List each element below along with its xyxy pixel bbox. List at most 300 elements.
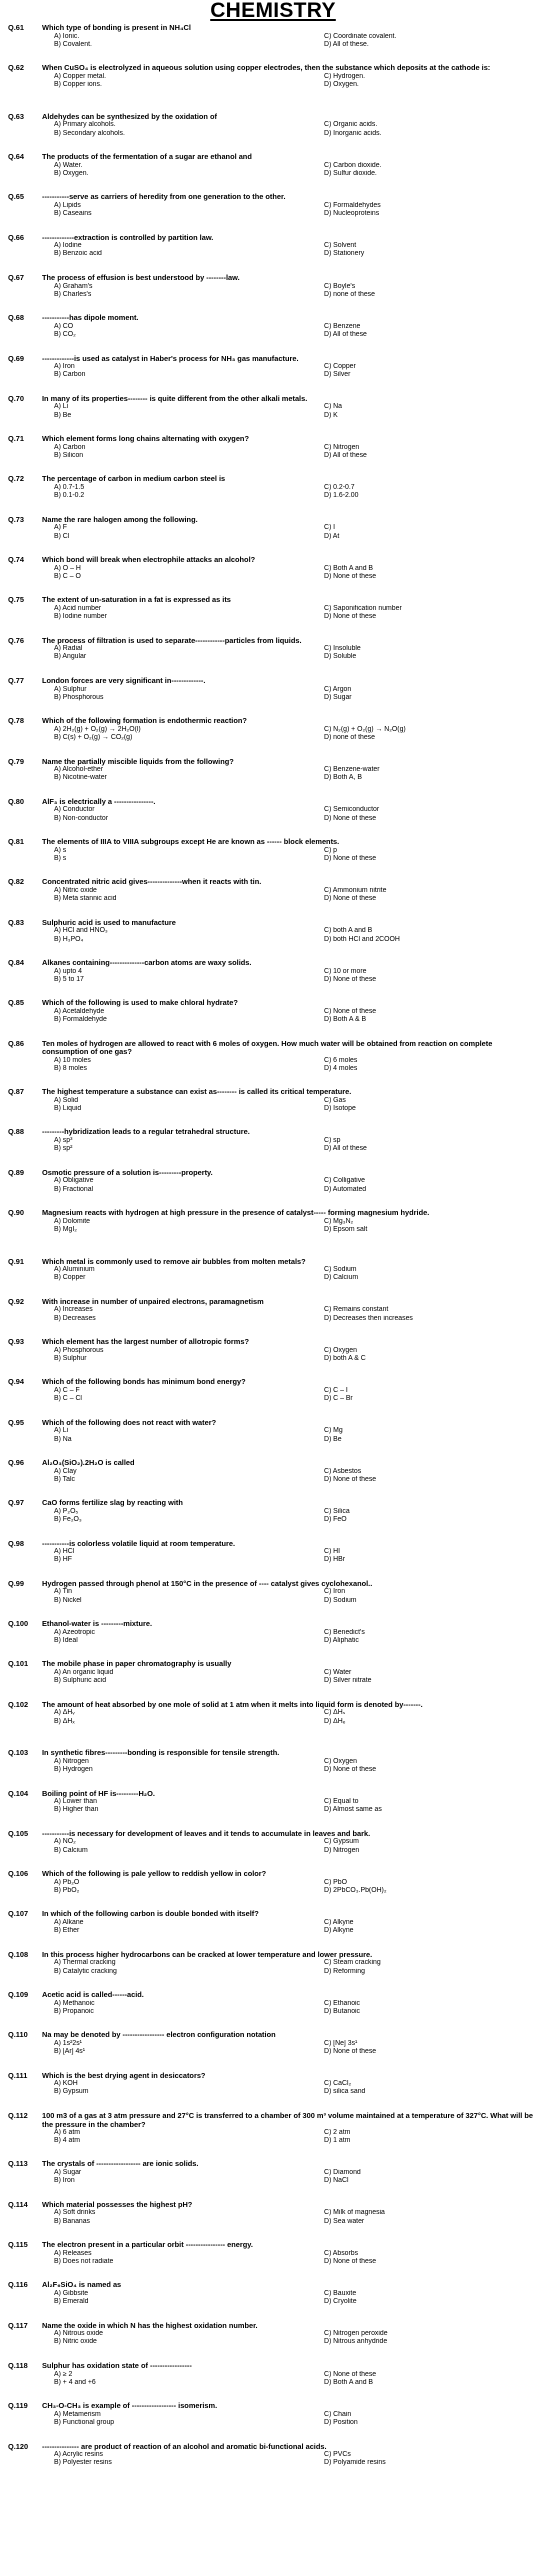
question-block — [8, 876, 540, 916]
question-text: -------------is used as catalyst in Haber's process for NH₃ gas manufacture. — [42, 353, 299, 363]
answer-option: C) Silica — [324, 1507, 350, 1515]
answer-option: D) Inorganic acids. — [324, 129, 382, 137]
answer-option: B) Nicotine-water — [54, 774, 107, 782]
question-text: Which of the following does not react with water? — [42, 1417, 217, 1427]
question-header — [8, 314, 540, 323]
answer-option: B) Liquid — [54, 1104, 82, 1112]
question-block — [8, 1376, 540, 1416]
question-text: Al₂O₃(SiO₂).2H₂O is called — [42, 1458, 135, 1467]
answer-option: D) Alkyne — [324, 1927, 354, 1935]
question-header — [8, 999, 540, 1008]
answer-option: D) Oxygen. — [324, 81, 359, 89]
answer-option: A) Graham's — [54, 282, 93, 290]
answer-option: A) Acid number — [54, 604, 102, 612]
question-number: Q.115 — [8, 2240, 28, 2250]
answer-options — [54, 1919, 540, 1935]
answer-options — [54, 1588, 540, 1604]
answer-options — [54, 524, 540, 540]
answer-option: A) Copper metal. — [54, 72, 107, 80]
answer-option: C) Asbestos — [324, 1467, 362, 1475]
question-text: Name the oxide in which N has the highest oxidation number. — [42, 2320, 258, 2330]
answer-option: A) Primary alcohols. — [54, 121, 116, 129]
answer-option: A) Soft drinks — [54, 2209, 96, 2217]
question-header — [8, 1040, 540, 1057]
question-number: Q.65 — [8, 192, 25, 202]
question-block — [8, 957, 540, 997]
answer-options — [54, 202, 540, 218]
answer-option: A) Alkane — [54, 1919, 84, 1927]
answer-option: C) None of these — [324, 1007, 377, 1015]
question-header — [8, 838, 540, 847]
question-number: Q.80 — [8, 796, 25, 806]
answer-options — [54, 2330, 540, 2346]
question-header — [8, 1298, 540, 1307]
question-number: Q.113 — [8, 2159, 28, 2169]
answer-option: A) ≥ 2 — [54, 2370, 73, 2378]
question-text: In which of the following carbon is double bonded with itself? — [42, 1909, 259, 1919]
question-header — [8, 113, 540, 122]
question-number: Q.92 — [8, 1296, 25, 1306]
answer-option: C) C – I — [324, 1387, 348, 1394]
question-number: Q.100 — [8, 1619, 29, 1629]
question-text: The products of the fermentation of a sugar are ethanol and — [42, 152, 252, 162]
question-number: Q.64 — [8, 152, 25, 162]
question-number: Q.70 — [8, 393, 25, 403]
answer-option: B) Iodine number — [54, 613, 107, 621]
question-block — [8, 2441, 540, 2481]
question-block — [8, 554, 540, 594]
answer-option: A) Iron — [54, 363, 75, 371]
answer-option: A) Lipids — [54, 201, 81, 209]
answer-option: A) Thermal cracking — [54, 1959, 116, 1967]
answer-option: D) Nitrous anhydride — [324, 2338, 388, 2346]
answer-option: D) None of these — [324, 1475, 377, 1483]
answer-option: D) Aliphatic — [324, 1636, 359, 1644]
answer-options — [54, 121, 540, 137]
answer-options — [54, 565, 540, 581]
question-header — [8, 2281, 540, 2290]
answer-option: C) Gas — [324, 1096, 346, 1104]
answer-option: A) Azeotropic — [54, 1628, 95, 1636]
answer-options — [54, 645, 540, 661]
answer-option: B) 0.1-0.2 — [54, 492, 85, 500]
answer-option: D) All of these. — [324, 40, 369, 48]
question-block — [8, 1417, 540, 1457]
question-block — [8, 1989, 540, 2029]
question-text: Boiling point of HF is---------H₂O. — [42, 1788, 155, 1798]
question-text: -----------is colorless volatile liquid at room temperature. — [42, 1538, 235, 1548]
question-text: CH₃-O-CH₃ is example of ------------------ isomerism. — [42, 2401, 218, 2411]
question-block — [8, 2199, 540, 2239]
answer-option: D) silica sand — [324, 2088, 366, 2096]
answer-option: D) FeO — [324, 1516, 347, 1524]
question-number: Q.78 — [8, 716, 25, 726]
answer-options — [54, 2411, 540, 2427]
answer-option: C) Mg — [324, 1427, 343, 1435]
answer-options — [54, 444, 540, 460]
answer-option: D) None of these — [324, 2257, 377, 2265]
question-number: Q.106 — [8, 1869, 29, 1879]
answer-option: C) 2 atm — [324, 2129, 351, 2137]
answer-option: A) Pb₂O — [54, 1878, 80, 1886]
answer-option: D) Both A & B — [324, 1016, 367, 1024]
question-block — [8, 2320, 540, 2360]
answer-option: C) [Ne] 3s¹ — [324, 2039, 358, 2047]
answer-option: C) None of these — [324, 2370, 377, 2378]
answer-option: D) both HCl and 2COOH — [324, 935, 400, 943]
answer-option: C) Oxygen — [324, 1757, 357, 1765]
question-block — [8, 1828, 540, 1868]
question-number: Q.98 — [8, 1538, 25, 1548]
answer-options — [54, 1306, 540, 1322]
question-text: When CuSO₄ is electrolyzed in aqueous solution using copper electrodes, then the substance which deposits at the cathode is: — [42, 63, 491, 73]
answer-option: D) None of these — [324, 854, 377, 862]
question-block — [8, 917, 540, 957]
answer-options — [54, 2209, 540, 2225]
question-header — [8, 1660, 540, 1669]
question-list — [8, 22, 540, 2481]
answer-option: D) Decreases then increases — [324, 1314, 413, 1322]
answer-options — [54, 1879, 540, 1895]
answer-option: D) None of these — [324, 814, 377, 822]
question-text: 100 m3 of a gas at 3 atm pressure and 27°C is transferred to a chamber of 300 m³ volume maintained at a temperature of 327°C. What will be the pressure in the chamber? — [42, 2110, 533, 2129]
question-header — [8, 878, 540, 887]
answer-option: D) Silver — [324, 371, 351, 379]
answer-option: A) Sugar — [54, 2169, 82, 2177]
answer-option: B) Bananas — [54, 2217, 91, 2225]
answer-option: A) Acrylic resins — [54, 2451, 104, 2459]
question-number: Q.91 — [8, 1256, 25, 1266]
question-text: Which material possesses the highest pH? — [42, 2199, 193, 2209]
question-text: With increase in number of unpaired electrons, paramagnetism — [42, 1296, 264, 1306]
answer-option: C) Carbon dioxide. — [324, 161, 382, 169]
question-header — [8, 1459, 540, 1468]
question-text: Ethanol-water is ---------mixture. — [42, 1619, 153, 1629]
question-block — [8, 1038, 540, 1087]
answer-option: C) Hydrogen. — [324, 72, 365, 80]
answer-option: B) Oxygen. — [54, 169, 89, 177]
answer-options — [54, 968, 540, 984]
question-number: Q.99 — [8, 1578, 25, 1588]
answer-options — [54, 1137, 540, 1153]
answer-option: A) NO₂ — [54, 1838, 76, 1846]
answer-option: C) Iron — [324, 1588, 346, 1596]
answer-option: D) none of these — [324, 290, 375, 298]
answer-options — [54, 1097, 540, 1113]
answer-option: C) Absorbs — [324, 2249, 359, 2257]
question-number: Q.85 — [8, 998, 25, 1008]
answer-option: B) Phosphorous — [54, 693, 104, 701]
answer-option: B) Copper — [54, 1274, 86, 1282]
question-header — [8, 1378, 540, 1387]
question-block — [8, 232, 540, 272]
question-block — [8, 2158, 540, 2198]
question-block — [8, 2279, 540, 2319]
answer-option: D) Sulfur dioxide. — [324, 169, 377, 177]
answer-option: A) Phosphorous — [54, 1346, 104, 1354]
question-block — [8, 1908, 540, 1948]
question-number: Q.97 — [8, 1498, 25, 1508]
question-text: Acetic acid is called------acid. — [42, 1990, 144, 2000]
answer-option: A) Gibbsite — [54, 2289, 89, 2297]
question-header — [8, 2241, 540, 2250]
question-block — [8, 272, 540, 312]
question-text: Which element has the largest number of allotropic forms? — [42, 1337, 249, 1347]
question-header — [8, 959, 540, 968]
answer-option: A) CO — [54, 322, 74, 330]
answer-options — [54, 1669, 540, 1685]
answer-option: B) ΔHₓ — [54, 1717, 75, 1725]
answer-option: D) All of these — [324, 451, 367, 459]
answer-option: D) Cryolite — [324, 2298, 357, 2306]
answer-option: A) Nitrous oxide — [54, 2330, 104, 2338]
answer-option: A) 10 moles — [54, 1056, 91, 1064]
answer-option: B) Gypsum — [54, 2088, 89, 2096]
question-header — [8, 2322, 540, 2331]
question-number: Q.119 — [8, 2401, 28, 2411]
question-header — [8, 677, 540, 686]
answer-option: B) C(s) + O₂(g) → CO₂(g) — [54, 734, 133, 742]
answer-option: C) Gypsum — [324, 1838, 359, 1846]
question-number: Q.96 — [8, 1458, 25, 1467]
answer-option: C) p — [324, 846, 338, 854]
question-number: Q.120 — [8, 2441, 29, 2451]
answer-option: A) Releases — [54, 2249, 92, 2257]
answer-option: C) 10 or more — [324, 967, 367, 975]
answer-option: D) 2PbCO₃.Pb(OH)₂ — [324, 1886, 387, 1894]
question-number: Q.67 — [8, 272, 25, 282]
answer-option: A) Nitric oxide — [54, 887, 97, 895]
answer-option: A) Clay — [54, 1467, 77, 1475]
question-text: The process of filtration is used to separate------------particles from liquids. — [42, 635, 302, 645]
answer-option: B) PbO₂ — [54, 1886, 80, 1894]
answer-option: C) ΔHₛ — [324, 1709, 346, 1717]
question-header — [8, 1580, 540, 1589]
answer-options — [54, 1177, 540, 1193]
answer-option: D) Sea water — [324, 2217, 365, 2225]
answer-option: D) Be — [324, 1435, 342, 1443]
answer-option: D) At — [324, 532, 340, 540]
answer-option: B) Cl — [54, 532, 70, 540]
question-number: Q.79 — [8, 756, 25, 766]
question-text: Which of the following bonds has minimum bond energy? — [42, 1377, 246, 1387]
question-block — [8, 151, 540, 191]
question-block — [8, 433, 540, 473]
question-block — [8, 111, 540, 151]
answer-option: D) Butanoic — [324, 2007, 361, 2015]
answer-option: B) 8 moles — [54, 1065, 87, 1073]
answer-option: D) Almost same as — [324, 1806, 382, 1814]
question-header — [8, 395, 540, 404]
answer-option: D) Automated — [324, 1185, 367, 1193]
answer-option: D) None of these — [324, 613, 377, 621]
answer-option: B) Ideal — [54, 1636, 78, 1644]
question-number: Q.89 — [8, 1167, 25, 1177]
answer-option: A) Aluminium — [54, 1266, 95, 1274]
question-block — [8, 635, 540, 675]
answer-option: A) Dolomite — [54, 1217, 90, 1225]
answer-option: C) Semiconductor — [324, 806, 380, 814]
answer-option: C) sp — [324, 1137, 341, 1145]
question-header — [8, 153, 540, 162]
answer-option: B) Sulphuric acid — [54, 1677, 107, 1685]
answer-options — [54, 2250, 540, 2266]
answer-option: B) Na — [54, 1435, 72, 1443]
question-number: Q.104 — [8, 1788, 29, 1798]
answer-options — [54, 1387, 540, 1403]
question-header — [8, 475, 540, 484]
question-text: Hydrogen passed through phenol at 150°C in the presence of ---- catalyst gives cyclohexanol.. — [42, 1578, 373, 1588]
answer-option: C) Ethanoic — [324, 1999, 361, 2007]
answer-option: B) Decreases — [54, 1314, 96, 1322]
question-text: Which bond will break when electrophile attacks an alcohol? — [42, 555, 256, 565]
answer-option: B) Fractional — [54, 1185, 94, 1193]
answer-option: C) Argon — [324, 685, 352, 693]
question-text: Sulphuric acid is used to manufacture — [42, 917, 176, 927]
question-text: The extent of un-saturation in a fat is expressed as its — [42, 595, 231, 605]
question-header — [8, 355, 540, 364]
answer-options — [54, 806, 540, 822]
answer-option: C) both A and B — [324, 927, 373, 935]
answer-option: A) ΔHᵥ — [54, 1709, 75, 1717]
answer-option: A) sp³ — [54, 1137, 73, 1145]
answer-options — [54, 1057, 540, 1073]
answer-option: D) both A & C — [324, 1354, 366, 1362]
answer-option: D) All of these — [324, 331, 367, 339]
question-number: Q.83 — [8, 917, 25, 927]
answer-option: C) Chain — [324, 2410, 352, 2418]
answer-option: B) Does not radiate — [54, 2257, 114, 2265]
answer-option: C) Milk of magnesia — [324, 2209, 385, 2217]
question-header — [8, 516, 540, 525]
answer-option: D) Nitrogen — [324, 1846, 360, 1854]
answer-options — [54, 403, 540, 419]
answer-options — [54, 33, 540, 49]
answer-option: B) Nitric oxide — [54, 2338, 97, 2346]
question-number: Q.77 — [8, 675, 25, 685]
question-block — [8, 2029, 540, 2069]
question-number: Q.63 — [8, 111, 25, 121]
answer-option: B) Propanoic — [54, 2007, 94, 2015]
question-number: Q.108 — [8, 1949, 29, 1959]
answer-options — [54, 1468, 540, 1484]
question-text: The percentage of carbon in medium carbon steel is — [42, 474, 226, 484]
answer-option: B) Non-conductor — [54, 814, 109, 822]
answer-option: D) Soluble — [324, 653, 357, 661]
answer-options — [54, 1218, 540, 1234]
question-header — [8, 1088, 540, 1097]
question-text: In synthetic fibres---------bonding is responsible for tensile strength. — [42, 1748, 280, 1758]
answer-option: B) H₃PO₄ — [54, 935, 84, 943]
question-number: Q.110 — [8, 2030, 28, 2040]
question-text: Ten moles of hydrogen are allowed to react with 6 moles of oxygen. How much water will be obtained from reaction on complete consumption of one gas? — [42, 1038, 493, 1057]
question-number: Q.74 — [8, 555, 25, 565]
answer-options — [54, 2129, 540, 2145]
question-header — [8, 2362, 540, 2371]
answer-option: C) Mg₃N₂ — [324, 1217, 354, 1225]
question-block — [8, 353, 540, 393]
answer-option: C) Benzene — [324, 322, 361, 330]
answer-option: B) Benzoic acid — [54, 250, 102, 258]
question-number: Q.94 — [8, 1377, 25, 1387]
answer-option: C) Copper — [324, 363, 356, 371]
answer-option: A) C – F — [54, 1387, 80, 1394]
question-number: Q.101 — [8, 1659, 29, 1669]
question-block — [8, 1256, 540, 1296]
answer-option: A) Acetaldehyde — [54, 1007, 105, 1015]
answer-option: C) N₂(g) + O₂(g) → N₂O(g) — [324, 725, 406, 733]
question-text: -----------serve as carriers of heredity from one generation to the other. — [42, 192, 286, 202]
answer-option: C) CaCl₂ — [324, 2080, 352, 2088]
question-text: Which is the best drying agent in desiccators? — [42, 2070, 206, 2080]
answer-option: B) s — [54, 854, 67, 862]
question-number: Q.88 — [8, 1127, 25, 1137]
answer-option: A) KOH — [54, 2080, 78, 2088]
question-block — [8, 2239, 540, 2279]
answer-option: B) Talc — [54, 1475, 75, 1483]
answer-option: C) PbO — [324, 1878, 347, 1886]
answer-option: A) Iodine — [54, 242, 82, 250]
answer-option: B) 5 to 17 — [54, 975, 84, 983]
question-block — [8, 191, 540, 231]
question-text: London forces are very significant in-------------. — [42, 675, 206, 685]
question-text: The electron present in a particular orbit ---------------- energy. — [42, 2240, 253, 2250]
question-block — [8, 22, 540, 62]
question-text: -----------is necessary for development of leaves and it tends to accumulate in leaves and bark. — [42, 1828, 371, 1838]
answer-option: A) P₂O₅ — [54, 1507, 79, 1515]
question-block — [8, 997, 540, 1037]
question-header — [8, 2201, 540, 2210]
question-text: The crystals of ------------------ are ionic solids. — [42, 2159, 199, 2169]
question-header — [8, 1870, 540, 1879]
answer-option: C) Water — [324, 1669, 352, 1677]
question-block — [8, 2400, 540, 2440]
question-text: The highest temperature a substance can exist as-------- is called its critical temperature. — [42, 1087, 352, 1097]
answer-option: A) Conductor — [54, 806, 95, 814]
answer-option: C) Equal to — [324, 1798, 359, 1806]
answer-option: D) Silver nitrate — [324, 1677, 372, 1685]
answer-option: A) Nitrogen — [54, 1757, 89, 1765]
question-header — [8, 2160, 540, 2169]
answer-option: D) Sodium — [324, 1596, 357, 1604]
answer-option: C) Coordinate covalent. — [324, 32, 397, 40]
question-text: Name the rare halogen among the following. — [42, 514, 198, 524]
question-text: Which element forms long chains alternating with oxygen? — [42, 434, 249, 444]
question-text: The amount of heat absorbed by one mole of solid at 1 atm when it melts into liquid form is denoted by-------. — [42, 1699, 423, 1709]
question-text: Alkanes containing--------------carbon atoms are waxy solids. — [42, 958, 252, 968]
answer-option: B) Caseains — [54, 210, 92, 218]
answer-option: D) 4 moles — [324, 1065, 358, 1073]
answer-option: B) Formaldehyde — [54, 1016, 107, 1024]
question-number: Q.116 — [8, 2280, 28, 2290]
answer-option: C) Both A and B — [324, 564, 374, 572]
answer-option: B) Fe₂O₃ — [54, 1516, 82, 1524]
question-text: The elements of IIIA to VIIIA subgroups except He are known as ------ block elements. — [42, 837, 340, 847]
question-text: --------------- are product of reaction of an alcohol and aromatic bi-functional acids. — [42, 2441, 327, 2451]
question-number: Q.114 — [8, 2199, 28, 2209]
answer-options — [54, 242, 540, 258]
question-header — [8, 1749, 540, 1758]
answer-option: B) Silicon — [54, 451, 84, 459]
answer-option: D) None of these — [324, 975, 377, 983]
question-text: Which of the following is used to make chloral hydrate? — [42, 998, 238, 1008]
answer-option: C) Boyle's — [324, 282, 356, 290]
question-header — [8, 1540, 540, 1549]
question-number: Q.61 — [8, 23, 25, 32]
answer-options — [54, 484, 540, 500]
answer-option: D) Calcium — [324, 1274, 359, 1282]
answer-option: C) Sodium — [324, 1266, 357, 1274]
